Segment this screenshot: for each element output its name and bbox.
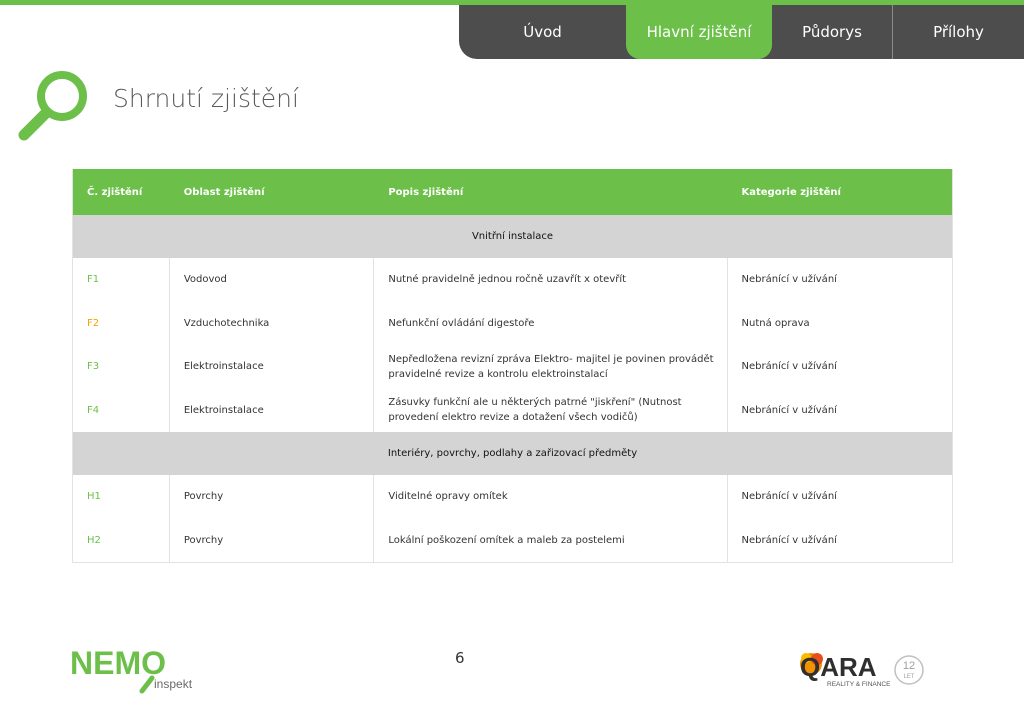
- table-header: [73, 169, 952, 215]
- tab-prilohy[interactable]: Přílohy: [933, 23, 984, 41]
- finding-description: Lokální poškození omítek a maleb za postelemi: [374, 519, 727, 563]
- finding-area: Elektroinstalace: [170, 389, 375, 433]
- nemo-logo-text: NEMO: [70, 645, 166, 681]
- finding-category: Nebránící v užívání: [741, 274, 837, 286]
- main-navigation: [459, 5, 1024, 59]
- magnifier-icon: [14, 68, 94, 144]
- finding-description: Zásuvky funkční ale u některých patrné "jiskření" (Nutnost provedení elektro revize a dotažení všech vodičů): [374, 389, 727, 433]
- finding-id: F1: [73, 258, 170, 302]
- table-row: [73, 345, 952, 389]
- nemo-inspekt-logo: [70, 644, 194, 696]
- finding-area: Povrchy: [170, 519, 375, 563]
- section-header: Vnitřní instalace: [73, 215, 952, 258]
- header-finding-number: Č. zjištění: [87, 186, 143, 198]
- finding-area: Vodovod: [170, 258, 375, 302]
- page-number: 6: [455, 649, 465, 667]
- findings-table: [72, 169, 953, 563]
- qara-logo-subtext: REALITY & FINANCE: [827, 681, 891, 688]
- finding-id: F4: [73, 389, 170, 433]
- section-header: Interiéry, povrchy, podlahy a zařizovací předměty: [73, 432, 952, 475]
- table-row: [73, 258, 952, 302]
- finding-area: Vzduchotechnika: [170, 302, 375, 346]
- finding-category: Nebránící v užívání: [741, 361, 837, 373]
- finding-id: H1: [73, 475, 170, 519]
- finding-area: Elektroinstalace: [170, 345, 375, 389]
- tab-hlavni-zjisteni[interactable]: Hlavní zjištění: [626, 5, 772, 59]
- table-row: [73, 519, 952, 563]
- finding-id: F3: [73, 345, 170, 389]
- qara-badge-number: 12: [902, 660, 916, 672]
- header-finding-description: Popis zjištění: [388, 186, 464, 198]
- qara-logo: [797, 648, 927, 690]
- qara-badge-text: LET: [903, 674, 915, 680]
- finding-id: H2: [73, 519, 170, 563]
- qara-logo-text: QARA: [800, 652, 877, 682]
- page-title: Shrnutí zjištění: [113, 84, 299, 113]
- header-finding-category: Kategorie zjištění: [741, 186, 841, 198]
- tab-pudorys[interactable]: Půdorys: [772, 5, 893, 59]
- finding-category: Nutná oprava: [741, 317, 810, 329]
- finding-description: Nutné pravidelně jednou ročně uzavřít x otevřít: [374, 258, 727, 302]
- finding-description: Nepředložena revizní zpráva Elektro- majitel je povinen provádět pravidelné revize a kontrolu elektroinstalací: [374, 345, 727, 389]
- finding-category: Nebránící v užívání: [741, 534, 837, 546]
- table-row: [73, 389, 952, 433]
- finding-category: Nebránící v užívání: [741, 491, 837, 503]
- finding-description: Viditelné opravy omítek: [374, 475, 727, 519]
- finding-description: Nefunkční ovládání digestoře: [374, 302, 727, 346]
- table-row: [73, 302, 952, 346]
- finding-area: Povrchy: [170, 475, 375, 519]
- nemo-logo-subtext: inspekt: [154, 677, 193, 691]
- table-row: [73, 475, 952, 519]
- header-finding-area: Oblast zjištění: [183, 186, 265, 198]
- tab-uvod[interactable]: Úvod: [523, 23, 562, 41]
- finding-id: F2: [73, 302, 170, 346]
- finding-category: Nebránící v užívání: [741, 404, 837, 416]
